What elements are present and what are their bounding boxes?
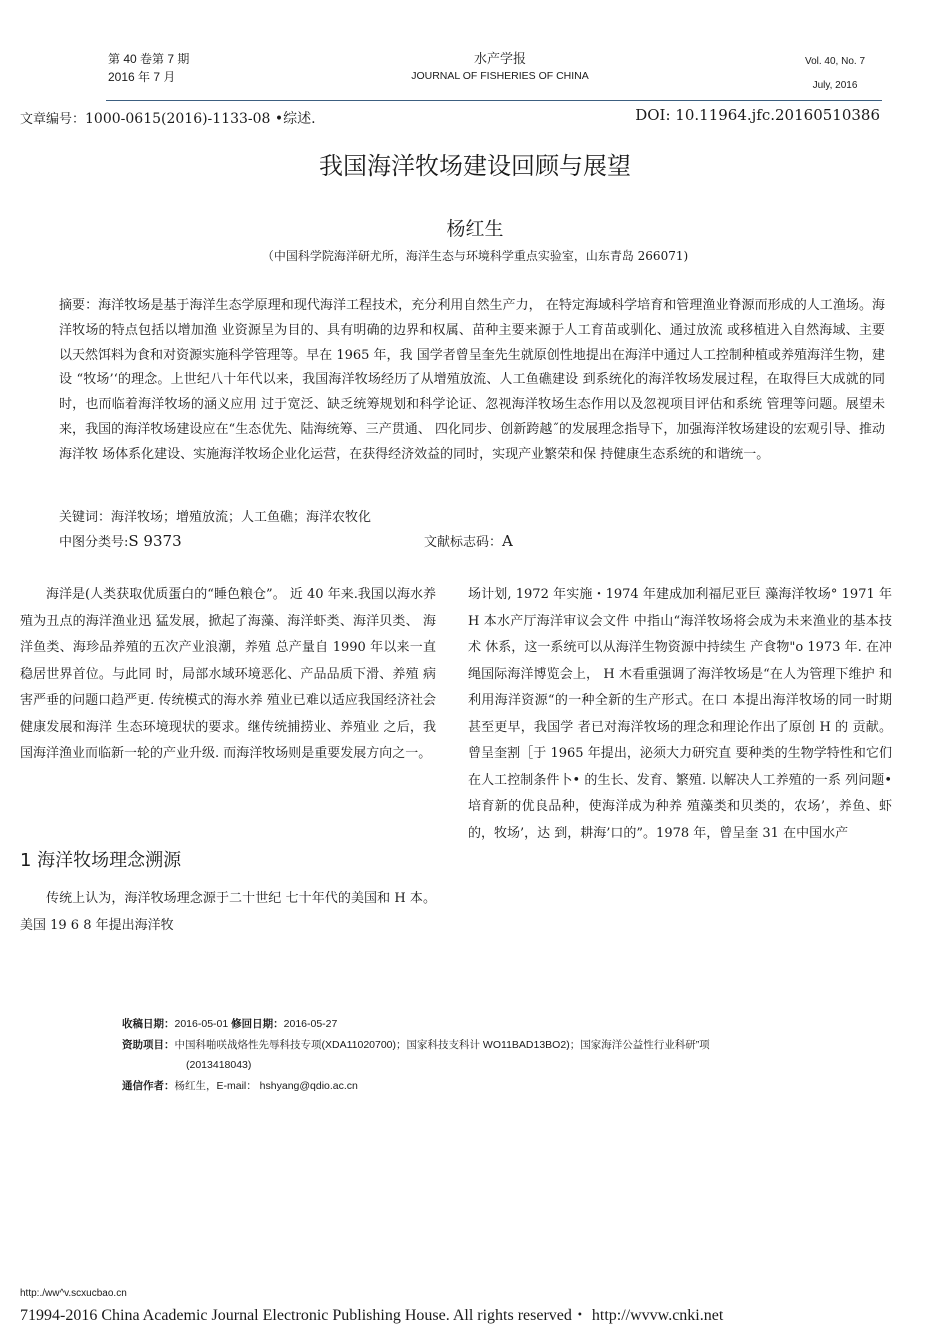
volume-issue-cn: 第 40 卷第 7 期 (108, 52, 190, 66)
funding-text: 中国科啪咲战烙性先辱科技专项(XDA11020700)；国家科技支科计 WO11BAD13BO2)；国家海洋公益性行业科研”项 (174, 1039, 710, 1051)
footnote-dates (122, 1016, 337, 1032)
document-code (424, 531, 513, 550)
date-en: July, 2016 (812, 80, 858, 91)
footer-url[interactable]: http:./ww^v.scxucbao.cn (20, 1288, 127, 1299)
classification-value: S 9373 (128, 532, 182, 550)
classification-label: 中图分类号: (59, 535, 129, 550)
body-right-column (468, 582, 892, 847)
footer-copyright: 71994-2016 China Academic Journal Electronic Publishing House. All rights reserved・ http://wvvw.cnki.net (20, 1307, 724, 1324)
article-id-value: 1000-0615(2016)-1133-08 •综述. (85, 111, 316, 127)
correspondence-label: 通信作者： (122, 1080, 175, 1092)
revised-label: 修回日期： (231, 1018, 284, 1030)
body-paragraph: 海洋是(人类获取优质蛋白的“睡色粮仓”。 近 40 年来.我国以海水养殖为丑点的海洋渔业迅 猛发展，掀起了海藻、海洋虾类、海洋贝类、 海洋鱼类、海珍品养殖的五次产业浪潮，养殖 总产量自 1990 年以来一直稳居世界首位。与此同 时，局部水域环境恶化、产品品质下滑、养殖 病害严垂的问题口趋严更. 传统模式的海水养 殖业已难以适应我国经济社会健康发展和海洋 生态环境现状的要求。继传统捕捞业、养殖业 之后，我国海洋渔业而临新一轮的产业升级. 而海洋牧场则是重要发展方向之一。 (20, 587, 436, 761)
footnote-correspondence (122, 1078, 358, 1094)
classification (59, 531, 182, 550)
received-date: 2016-05-01 (174, 1018, 229, 1030)
article-id-label: 文章编号： (20, 112, 86, 127)
body-left-column (20, 582, 436, 768)
header-rule (106, 100, 882, 101)
funding-label: 资助项目： (122, 1039, 175, 1051)
abstract: 摘要：海洋牧场是基于海洋生态学原理和现代海洋工程技术，充分利用自然生产力， 在特定海域科学培育和管理渔业脊源而形成的人工渔场。海洋牧场的特点包括以增加渔 业资源呈为目的、具有明确的边界和权属、苗种主要来源于人工育苗或驯化、通过放流 或移植进入自然海域、主要以天然饵料为食和对资源实施科学管理等。早在 1965 年，我 国学者曾呈奎先生就原创性地提出在海洋中通过人工控制种植或养殖海洋生物，建设 “牧场’‘的理念。上世纪八十年代以来，我国海洋牧场经历了从增殖放流、人工鱼礁建设 到系统化的海洋牧场发展过程，在取得巨大成就的同时，也而临着海洋牧场的涵义应用 过于宽泛、缺乏统筹规划和科学论证、忽视海洋牧场生态作用以及忽视项目评估和系统 管理等问题。展望未来，我国的海洋牧场建设应在“生态优先、陆海统筹、三产贯通、 四化同步、创新跨越˝的发展理念指导下，加强海洋牧场建设的宏观引导、推动海洋牧 场体系化建设、实施海洋牧场企业化运营，在获得经济效益的同时，实现产业繁荣和保 持健康生态系统的和谐统一。 (59, 298, 885, 462)
article-id (20, 108, 316, 128)
date-cn: 2016 年 7 月 (108, 70, 176, 84)
affiliation: （中国科学院海洋研尤所，海洋生态与环境科学重点实验室，山东青岛 266071) (261, 249, 689, 263)
footnote-funding (122, 1037, 710, 1053)
doi: DOI: 10.11964.jfc.20160510386 (635, 106, 880, 124)
document-code-value: A (502, 532, 513, 550)
revised-date: 2016-05-27 (283, 1018, 338, 1030)
keywords: 关键词：海洋牧场；增殖放流；人工鱼礁；海洋农牧化 (59, 510, 372, 525)
article-title: 我国海洋牧场建设回顾与展望 (319, 152, 631, 180)
document-code-label: 文献标志码： (424, 535, 503, 550)
journal-name-cn: 水产学报 (473, 52, 526, 67)
received-label: 收稿日期： (122, 1018, 175, 1030)
funding-continuation: (2013418043) (186, 1059, 252, 1071)
body-paragraph: 传统上认为，海洋牧场理念源于二十世纪 七十年代的美国和 H 本。美国 19 6 8 年提出海洋牧 (20, 891, 436, 933)
journal-name-en: JOURNAL OF FISHERIES OF CHINA (411, 70, 589, 82)
body-paragraph: 场计划, 1972 年实施・1974 年建成加利福尼亚巨 藻海洋牧场° 1971 年 H 本水产厅海洋审议会文件 中指山“海洋牧场将会成为未来渔业的基本技术 休系，这一系统可以从海洋生物资源中持续生 产食物"o 1973 年. 在冲绳国际海洋博览会上， H 木看重强调了海洋牧场是“在人为管理下维护 和利用海洋资源“的一种全新的生产形式。在口 本提出海洋牧场的同一时期甚至更早，我国学 者已对海洋牧场的理念和理论作出了原创 H 的 贡献。曾呈奎割［于 1965 年提出，泌须大力研究直 要种类的生物学特性和它们在人工控制条件卜• 的生长、发育、繁殖. 以解决人工养殖的一系 列问题•培育新的优良品种，使海洋成为种养 殖藻类和贝类的，农场’，养鱼、虾的，牧场’，达 到，耕海’口的”。1978 年，曾呈奎 31 在中国水产 (468, 587, 892, 841)
volume-issue-en: Vol. 40, No. 7 (804, 56, 866, 67)
correspondence-text: 杨红生，E-mail： hshyang@qdio.ac.cn (174, 1080, 358, 1092)
author: 杨红生 (446, 218, 504, 240)
section-heading: 1 海洋牧场理念溯源 (20, 850, 182, 871)
body-left-column-lower (20, 886, 436, 939)
